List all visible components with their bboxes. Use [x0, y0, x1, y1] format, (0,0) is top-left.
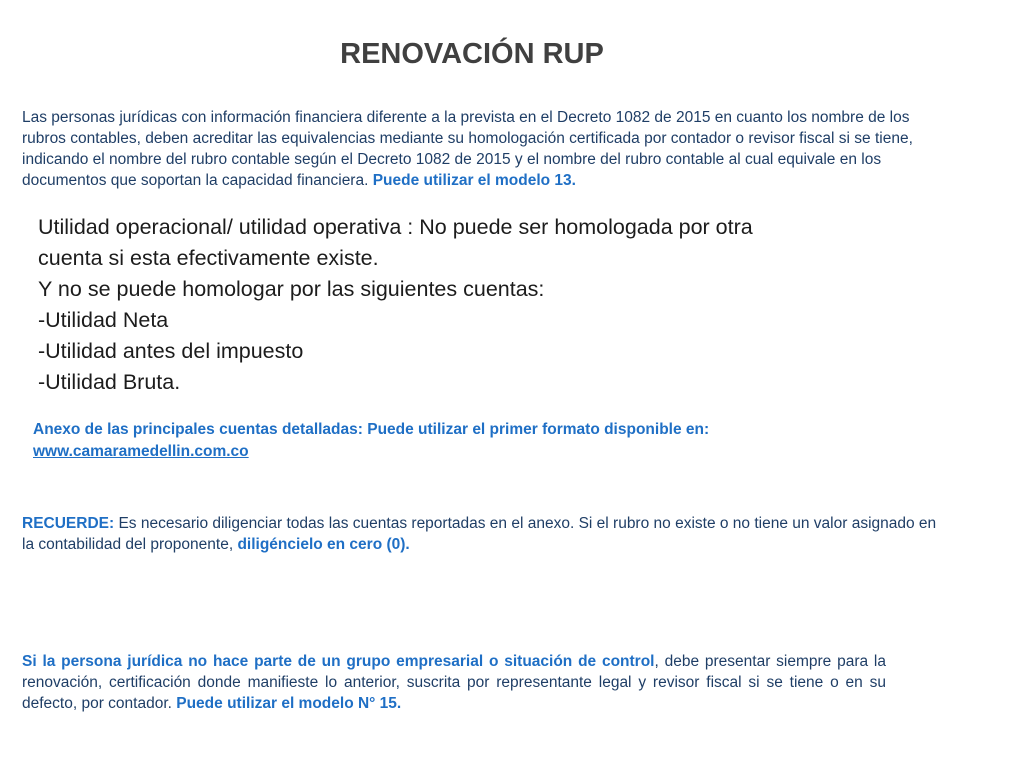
intro-highlight: Puede utilizar el modelo 13. — [372, 172, 576, 189]
recuerde-highlight: diligéncielo en cero (0). — [237, 536, 410, 553]
utilidad-line-2: cuenta si esta efectivamente existe. — [38, 246, 379, 270]
grupo-lead: Si la persona jurídica no hace parte de un grupo empresarial o situación de control — [22, 653, 655, 670]
utilidad-line-1: Utilidad operacional/ utilidad operativa : No puede ser homologada por otra — [38, 215, 753, 239]
grupo-highlight: Puede utilizar el modelo N° 15. — [176, 695, 402, 712]
annex-text: Anexo de las principales cuentas detalladas: Puede utilizar el primer formato disponible en: — [33, 421, 710, 438]
grupo-paragraph — [22, 651, 886, 714]
annex-paragraph — [33, 419, 933, 463]
camaramedellin-link[interactable]: www.camaramedellin.com.co — [33, 443, 249, 460]
intro-text: Las personas jurídicas con información financiera diferente a la prevista en el Decreto 1082 de 2015 en cuanto los nombre de los rubros contables, deben acreditar las equivalencias mediante su homologación certificada por contador o revisor fiscal si se tiene, indicando el nombre del rubro contable según el Decreto 1082 de 2015 y el nombre del rubro contable al cual equivale en los documentos que soportan la capacidad financiera. — [22, 109, 913, 189]
page-title: RENOVACIÓN RUP — [340, 38, 604, 70]
recuerde-paragraph — [22, 513, 952, 555]
list-item: -Utilidad Neta — [38, 308, 169, 332]
intro-paragraph — [22, 107, 952, 191]
list-item: -Utilidad Bruta. — [38, 370, 181, 394]
list-item: -Utilidad antes del impuesto — [38, 339, 304, 363]
utilidad-block — [38, 212, 918, 398]
recuerde-label: RECUERDE: — [22, 515, 115, 532]
grupo-text: , debe presentar siempre para la renovación, certificación donde manifieste lo anterior, suscrita por representante legal y revisor fiscal si se tiene o en su defecto, por contador. — [22, 653, 886, 712]
recuerde-text: Es necesario diligenciar todas las cuentas reportadas en el anexo. Si el rubro no existe o no tiene un valor asignado en la contabilidad del proponente, — [22, 515, 937, 553]
utilidad-line-3: Y no se puede homologar por las siguientes cuentas: — [38, 277, 545, 301]
